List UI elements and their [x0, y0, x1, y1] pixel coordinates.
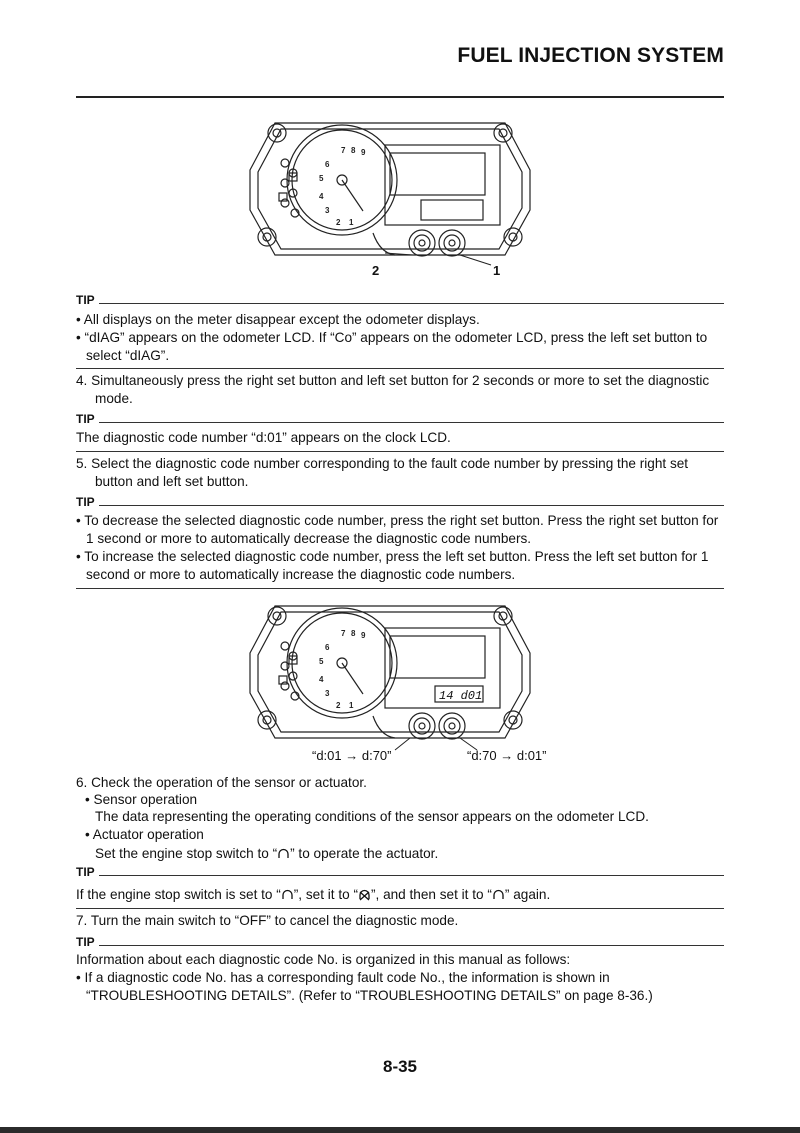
tip3-bullet-2: • To increase the selected diagnostic code number, press the left set button. Press the left set button for 1 second or more to automatically increase the diagnostic code numbers. — [76, 549, 709, 582]
tip-end-rule — [76, 908, 724, 909]
tip-end-rule — [76, 451, 724, 452]
svg-text:5: 5 — [319, 174, 324, 183]
page-header-title: FUEL INJECTION SYSTEM — [457, 44, 724, 67]
svg-text:5: 5 — [319, 657, 324, 666]
tip1-bullet-1: • All displays on the meter disappear except the odometer displays. — [76, 312, 480, 327]
svg-text:1: 1 — [349, 218, 354, 227]
svg-text:7: 7 — [341, 629, 346, 638]
step-7: 7. Turn the main switch to “OFF” to cancel the diagnostic mode. — [76, 913, 459, 928]
engine-stop-icon — [358, 888, 371, 901]
engine-run-icon — [281, 888, 294, 901]
meter-illustration-2 — [245, 598, 535, 760]
svg-text:9: 9 — [361, 631, 366, 640]
svg-text:7: 7 — [341, 146, 346, 155]
callout-2: 2 — [372, 263, 380, 278]
svg-text:8: 8 — [351, 146, 356, 155]
meter-outline — [250, 606, 530, 739]
svg-text:8: 8 — [351, 629, 356, 638]
actuator-operation-text: Set the engine stop switch to “ ” to operate the actuator. — [95, 846, 439, 861]
lcd-readout: 14 d01 — [439, 689, 483, 703]
sensor-operation-text: The data representing the operating conditions of the sensor appears on the odometer LCD. — [95, 809, 649, 824]
engine-run-icon — [492, 888, 505, 901]
step-4: 4. Simultaneously press the right set button and left set button for 2 seconds or more to set the diagnostic mode. — [76, 373, 710, 406]
tip-heading: TIP — [76, 864, 724, 878]
tip-heading: TIP — [76, 494, 724, 508]
svg-text:3: 3 — [325, 206, 330, 215]
step-5: 5. Select the diagnostic code number corresponding to the fault code number by pressing the right set button and left set button. — [76, 456, 689, 489]
svg-text:4: 4 — [319, 192, 324, 201]
svg-text:1: 1 — [349, 701, 354, 710]
svg-text:3: 3 — [325, 689, 330, 698]
svg-text:9: 9 — [361, 148, 366, 157]
tach-numbers — [319, 146, 366, 227]
actuator-operation-label: • Actuator operation — [85, 827, 204, 842]
tip-end-rule — [76, 368, 724, 369]
tip1-bullet-2: • “dIAG” appears on the odometer LCD. If “Co” appears on the odometer LCD, press the left set button to select “dIAG”. — [76, 330, 708, 363]
tip3-bullet-1: • To decrease the selected diagnostic code number, press the right set button. Press the right set button for 1 second or more to automatically decrease the diagnostic code numbers. — [76, 513, 719, 546]
tip5-bullet: • If a diagnostic code No. has a corresponding fault code No., the information is shown in “TROUBLESHOOTING DETAILS”. (Refer to “TROUBLESHOOTING DETAILS” on page 8-36.) — [76, 970, 653, 1003]
tip4-text: If the engine stop switch is set to “ ”, set it to “ ”, and then set it to “ ” again. — [76, 887, 551, 902]
figure2-label-right: “d:70 → d:01” — [467, 748, 547, 763]
bottom-bar — [0, 1127, 800, 1133]
tip2-text: The diagnostic code number “d:01” appears on the clock LCD. — [76, 430, 451, 445]
tip5-intro: Information about each diagnostic code No. is organized in this manual as follows: — [76, 952, 571, 967]
step-6: 6. Check the operation of the sensor or actuator. — [76, 775, 367, 790]
sensor-operation-label: • Sensor operation — [85, 792, 198, 807]
header-rule — [76, 96, 724, 98]
tip-heading: TIP — [76, 292, 724, 306]
meter-outline — [250, 123, 530, 256]
svg-text:6: 6 — [325, 160, 330, 169]
callout-1: 1 — [493, 263, 501, 278]
svg-text:2: 2 — [336, 218, 341, 227]
figure2-label-left: “d:01 → d:70” — [312, 748, 392, 763]
svg-text:6: 6 — [325, 643, 330, 652]
svg-text:2: 2 — [336, 701, 341, 710]
svg-text:4: 4 — [319, 675, 324, 684]
tip-heading: TIP — [76, 934, 724, 948]
page-number: 8-35 — [382, 1057, 418, 1076]
engine-run-icon — [277, 847, 290, 860]
tip-heading: TIP — [76, 411, 724, 425]
tip-end-rule — [76, 588, 724, 589]
tach-numbers — [319, 629, 366, 710]
meter-illustration-1 — [245, 115, 535, 280]
